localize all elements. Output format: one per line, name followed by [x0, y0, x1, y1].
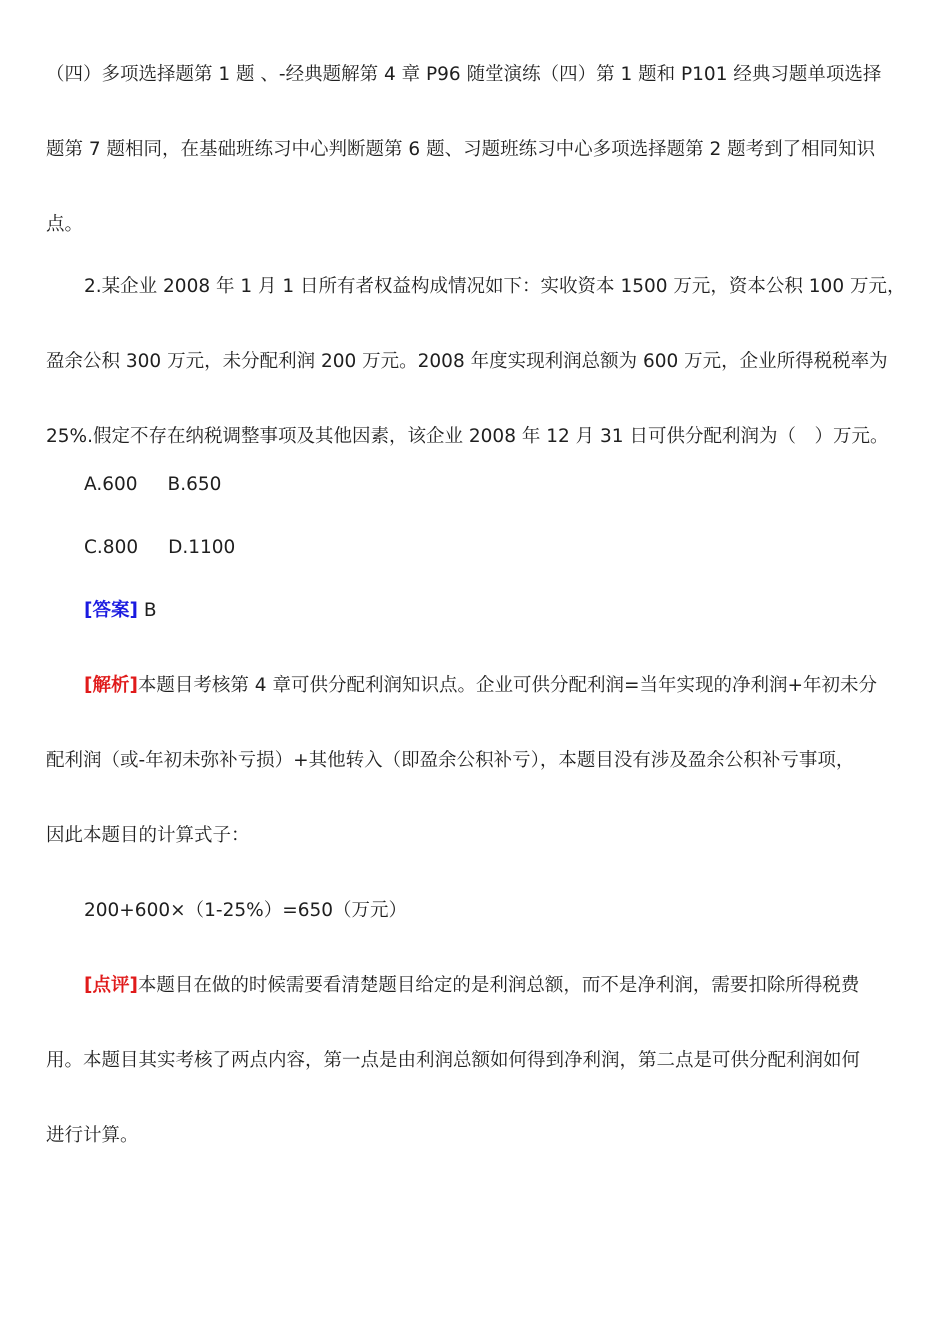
- intro-line-2: 题第 7 题相同，在基础班练习中心判断题第 6 题、习题班练习中心多项选择题第 2 题考到了相同知识: [46, 139, 876, 160]
- comment-line-1: [84, 972, 859, 1000]
- option-d: D.1100: [168, 537, 236, 558]
- question-line-1: 2.某企业 2008 年 1 月 1 日所有者权益构成情况如下：实收资本 1500 万元，资本公积 100 万元，: [84, 276, 906, 297]
- analysis-line-2: 配利润（或-年初未弥补亏损）+其他转入（即盈余公积补亏），本题目没有涉及盈余公积补亏事项，: [46, 750, 855, 771]
- comment-text-1: 本题目在做的时候需要看清楚题目给定的是利润总额，而不是净利润，需要扣除所得税费: [137, 975, 860, 996]
- question-line-3: 25%.假定不存在纳税调整事项及其他因素，该企业 2008 年 12 月 31 日可供分配利润为（ ）万元。: [46, 426, 889, 447]
- options-row-2: [84, 534, 235, 562]
- answer-tag: [答案]: [84, 600, 138, 621]
- analysis-text-1: 本题目考核第 4 章可供分配利润知识点。企业可供分配利润=当年实现的净利润+年初未分: [137, 675, 877, 696]
- analysis-tag: [解析]: [84, 675, 138, 696]
- analysis-formula: 200+600×（1-25%）=650（万元）: [84, 900, 408, 921]
- intro-line-3: 点。: [46, 214, 84, 235]
- comment-line-2: 用。本题目其实考核了两点内容，第一点是由利润总额如何得到净利润，第二点是可供分配利润如何: [46, 1050, 861, 1071]
- analysis-line-1: [84, 672, 877, 700]
- option-c: C.800: [84, 537, 139, 558]
- answer-value: B: [143, 600, 157, 621]
- analysis-line-3: 因此本题目的计算式子：: [46, 825, 250, 846]
- option-b: B.650: [167, 474, 222, 495]
- comment-tag: [点评]: [84, 975, 138, 996]
- option-a: A.600: [84, 474, 138, 495]
- question-line-2: 盈余公积 300 万元，未分配利润 200 万元。2008 年度实现利润总额为 600 万元，企业所得税税率为: [46, 351, 888, 372]
- comment-line-3: 进行计算。: [46, 1125, 139, 1146]
- answer-row: [84, 597, 157, 625]
- intro-line-1: （四）多项选择题第 1 题 、-经典题解第 4 章 P96 随堂演练（四）第 1 题和 P101 经典习题单项选择: [46, 64, 882, 85]
- options-row-1: [84, 471, 221, 499]
